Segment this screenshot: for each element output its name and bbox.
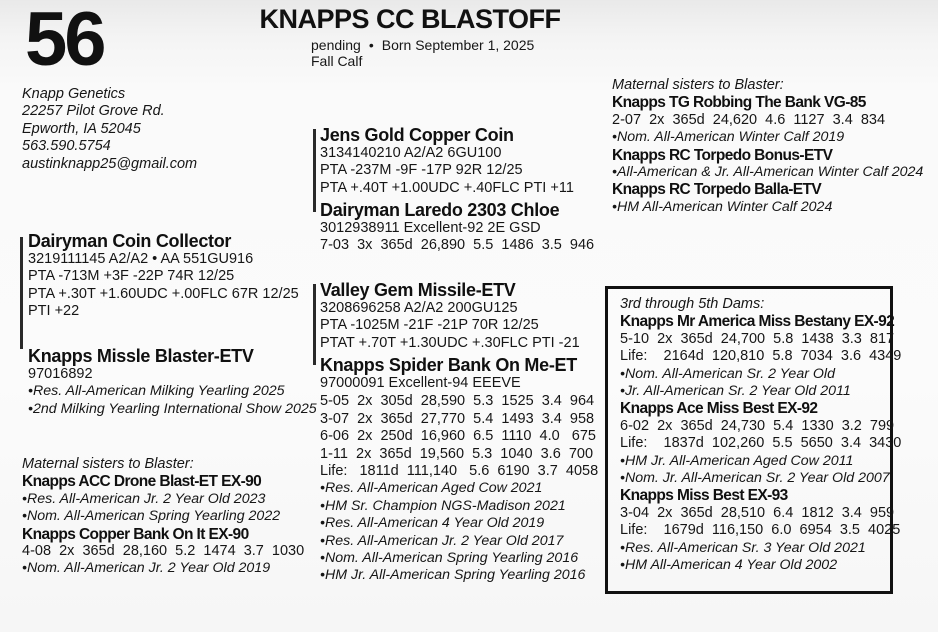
sire-dam-block	[320, 200, 594, 255]
consignor-block	[22, 86, 197, 173]
dam5-record: 3-04 2x 365d 28,510 6.4 1812 3.4 959	[620, 504, 895, 521]
section-label: Maternal sisters to Blaster:	[612, 77, 784, 93]
maternal-sisters-right	[612, 77, 923, 216]
lactation-record: 5-05 2x 305d 28,590 5.3 1525 3.4 964	[320, 393, 595, 410]
dams-box-label: 3rd through 5th Dams:	[620, 296, 765, 312]
sister-record: 4-08 2x 365d 28,160 5.2 1474 3.7 1030	[22, 543, 305, 560]
pedigree-bracket-line	[313, 129, 316, 212]
dam5-award: •HM All-American 4 Year Old 2002	[620, 557, 838, 574]
dams-box	[605, 286, 902, 594]
dam-dam-id: 97000091 Excellent-94 EEEVE	[320, 375, 521, 391]
bullet-separator: •	[368, 37, 374, 53]
sister-award: •Nom. All-American Spring Yearling 2022	[22, 508, 281, 525]
dam3-record: 5-10 2x 365d 24,700 5.8 1438 3.3 817	[620, 330, 895, 347]
sister-name: Knapps Copper Bank On It EX-90	[22, 525, 249, 543]
sire-pta1: PTA -713M +3F -22P 74R 12/25	[28, 268, 235, 285]
lifetime-record: Life: 1811d 111,140 5.6 6190 3.7 4058	[320, 463, 599, 480]
sire-sire-block	[320, 125, 574, 197]
dam-dam-award: •Nom. All-American Spring Yearling 2016	[320, 550, 579, 567]
consignor-email: austinknapp25@gmail.com	[22, 155, 198, 172]
dam-block	[28, 346, 317, 418]
consignor-address1: 22257 Pilot Grove Rd.	[22, 103, 165, 120]
dam-sire-name: Valley Gem Missile-ETV	[320, 280, 516, 300]
dam4-award: •Nom. Jr. All-American Sr. 2 Year Old 2007	[620, 470, 890, 487]
header-subtitle	[311, 37, 534, 53]
consignor-address2: Epworth, IA 52045	[22, 120, 141, 137]
calf-type: Fall Calf	[311, 53, 363, 69]
sire-sire-name: Jens Gold Copper Coin	[320, 125, 514, 145]
section-label: Maternal sisters to Blaster:	[22, 456, 194, 472]
maternal-sisters-left	[22, 456, 304, 578]
sister-name: Knapps ACC Drone Blast-ET EX-90	[22, 473, 262, 491]
dam5-life-record: Life: 1679d 116,150 6.0 6954 3.5 4025	[620, 522, 901, 539]
sister-name: Knapps RC Torpedo Balla-ETV	[612, 181, 822, 199]
dam-sire-id: 3208696258 A2/A2 200GU125	[320, 300, 518, 316]
dam3-name: Knapps Mr America Miss Bestany EX-92	[620, 313, 895, 331]
born-date: Born September 1, 2025	[381, 37, 535, 53]
consignor-name: Knapp Genetics	[22, 86, 126, 102]
sister-record: 2-07 2x 365d 24,620 4.6 1127 3.4 834	[612, 111, 886, 128]
dam-dam-name: Knapps Spider Bank On Me-ET	[320, 355, 577, 375]
lactation-record: 6-06 2x 250d 16,960 6.5 1110 4.0 675	[320, 428, 596, 445]
pedigree-bracket-line	[20, 237, 23, 349]
dam-dam-award: •Res. All-American 4 Year Old 2019	[320, 515, 545, 532]
dam4-record: 6-02 2x 365d 24,730 5.4 1330 3.2 799	[620, 417, 895, 434]
consignor-phone: 563.590.5754	[22, 138, 111, 155]
dam5-award: •Res. All-American Sr. 3 Year Old 2021	[620, 539, 866, 556]
dam4-award: •HM Jr. All-American Aged Cow 2011	[620, 452, 854, 469]
sire-pta2: PTA +.30T +1.60UDC +.00FLC 67R 12/25	[28, 285, 299, 302]
dam-dam-award: •HM Jr. All-American Spring Yearling 2016	[320, 567, 586, 584]
sister-name: Knapps TG Robbing The Bank VG-85	[612, 94, 866, 112]
sire-name: Dairyman Coin Collector	[28, 231, 232, 251]
sire-sire-id: 3134140210 A2/A2 6GU100	[320, 145, 502, 161]
dam-dam-award: •HM Sr. Champion NGS-Madison 2021	[320, 497, 566, 514]
sire-dam-name: Dairyman Laredo 2303 Chloe	[320, 200, 560, 220]
sire-dam-record: 7-03 3x 365d 26,890 5.5 1486 3.5 946	[320, 237, 595, 254]
dam-id: 97016892	[28, 366, 93, 382]
sire-id: 3219111145 A2/A2 • AA 551GU916	[28, 251, 254, 267]
dam3-award: •Nom. All-American Sr. 2 Year Old	[620, 365, 835, 382]
lot-number: 56	[25, 0, 104, 82]
sire-block	[28, 231, 299, 321]
page-title: KNAPPS CC BLASTOFF	[259, 4, 561, 34]
dam-name: Knapps Missle Blaster-ETV	[28, 346, 254, 366]
dam-award: •2nd Milking Yearling International Show 2025	[28, 400, 317, 417]
dam-dam-award: •Res. All-American Aged Cow 2021	[320, 480, 543, 497]
dam-sire-pta2: PTAT +.70T +1.30UDC +.30FLC PTI -21	[320, 334, 580, 351]
sister-award: •Nom. All-American Jr. 2 Year Old 2019	[22, 560, 271, 577]
dam-award: •Res. All-American Milking Yearling 2025	[28, 383, 285, 400]
dam5-name: Knapps Miss Best EX-93	[620, 487, 788, 505]
dam-dam-award: •Res. All-American Jr. 2 Year Old 2017	[320, 532, 564, 549]
sister-award: •Nom. All-American Winter Calf 2019	[612, 129, 845, 146]
dam-sire-pta1: PTA -1025M -21F -21P 70R 12/25	[320, 317, 539, 334]
lactation-record: 3-07 2x 365d 27,770 5.4 1493 3.4 958	[320, 410, 595, 427]
dam-sire-block	[320, 280, 580, 352]
sire-pta3: PTI +22	[28, 303, 80, 320]
sire-sire-pta2: PTA +.40T +1.00UDC +.40FLC PTI +11	[320, 179, 574, 196]
dam-dam-block	[320, 355, 598, 585]
sister-award: •All-American & Jr. All-American Winter Calf 2024	[612, 164, 924, 181]
sire-sire-pta1: PTA -237M -9F -17P 92R 12/25	[320, 162, 523, 179]
dam3-life-record: Life: 2164d 120,810 5.8 7034 3.6 4349	[620, 348, 902, 365]
sire-dam-id: 3012938911 Excellent-92 2E GSD	[320, 220, 541, 236]
dam3-award: •Jr. All-American Sr. 2 Year Old 2011	[620, 383, 851, 400]
lactation-record: 1-11 2x 365d 19,560 5.3 1040 3.6 700	[320, 445, 594, 462]
dam4-life-record: Life: 1837d 102,260 5.5 5650 3.4 3430	[620, 435, 902, 452]
sister-name: Knapps RC Torpedo Bonus-ETV	[612, 146, 833, 164]
sister-award: •Res. All-American Jr. 2 Year Old 2023	[22, 490, 266, 507]
dam4-name: Knapps Ace Miss Best EX-92	[620, 400, 818, 418]
status-text: pending	[311, 37, 361, 53]
sister-award: •HM All-American Winter Calf 2024	[612, 198, 833, 215]
pedigree-bracket-line	[313, 284, 316, 365]
